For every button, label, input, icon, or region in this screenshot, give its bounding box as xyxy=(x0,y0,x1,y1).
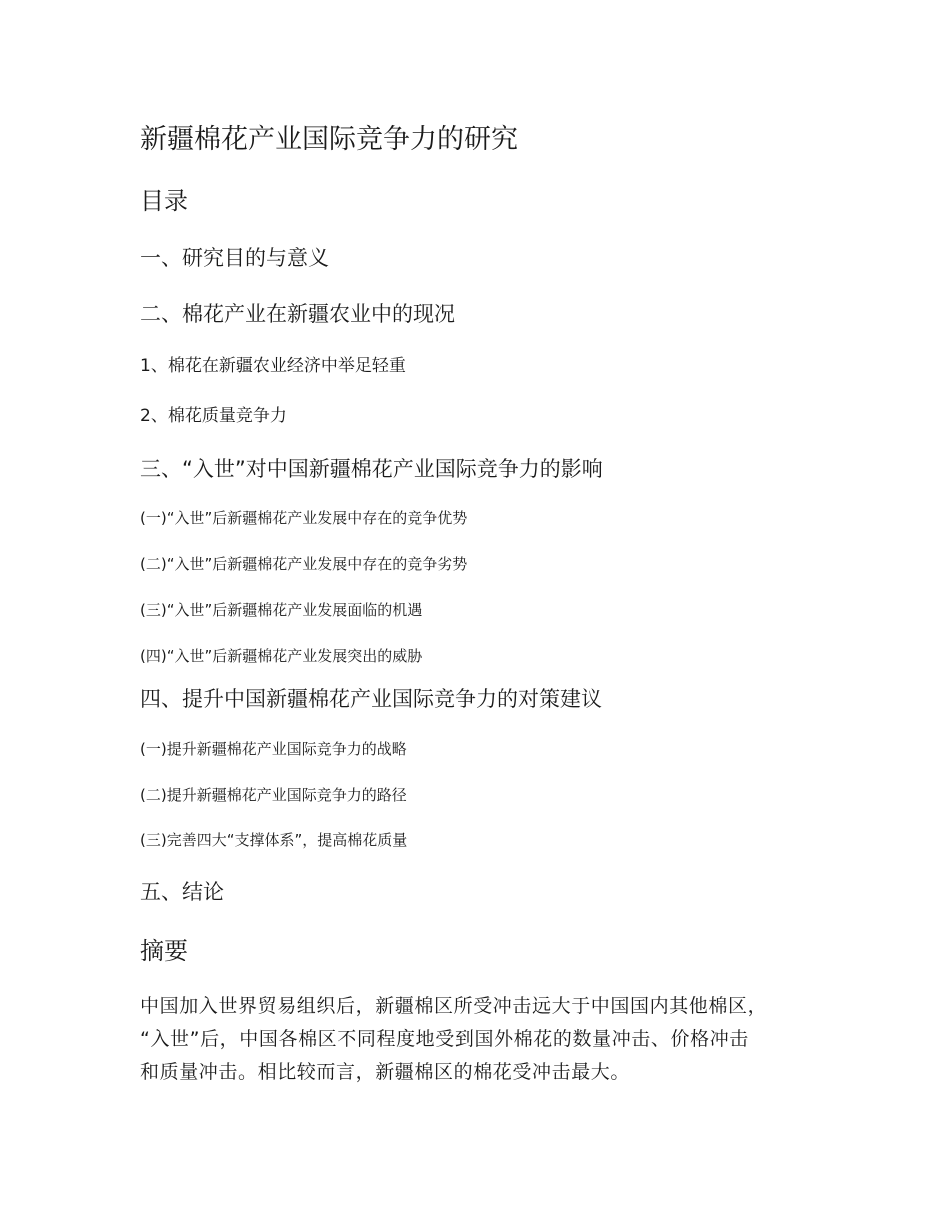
toc-item-section-4: 四、提升中国新疆棉花产业国际竞争力的对策建议 xyxy=(140,687,602,711)
toc-item-section-2: 二、棉花产业在新疆农业中的现况 xyxy=(140,302,455,326)
abstract-line: 和质量冲击。相比较而言，新疆棉区的棉花受冲击最大。 xyxy=(140,1061,631,1083)
toc-heading: 目录 xyxy=(140,187,188,215)
toc-item-2-1: 1、棉花在新疆农业经济中举足轻重 xyxy=(140,356,406,376)
toc-item-section-5: 五、结论 xyxy=(140,880,224,904)
toc-item-4-2: (二)提升新疆棉花产业国际竞争力的路径 xyxy=(140,786,407,804)
document-title: 新疆棉花产业国际竞争力的研究 xyxy=(140,124,518,155)
abstract-line: 中国加入世界贸易组织后，新疆棉区所受冲击远大于中国国内其他棉区， xyxy=(140,995,768,1017)
toc-item-2-2: 2、棉花质量竞争力 xyxy=(140,406,287,426)
toc-item-section-3: 三、“入世”对中国新疆棉花产业国际竞争力的影响 xyxy=(140,457,603,481)
abstract-paragraph xyxy=(140,990,820,1089)
abstract-heading: 摘要 xyxy=(140,937,188,965)
toc-item-4-1: (一)提升新疆棉花产业国际竞争力的战略 xyxy=(140,740,407,758)
abstract-line: “入世”后，中国各棉区不同程度地受到国外棉花的数量冲击、价格冲击 xyxy=(140,1028,749,1050)
toc-item-3-1: (一)“入世”后新疆棉花产业发展中存在的竞争优势 xyxy=(140,509,468,527)
toc-item-3-2: (二)“入世”后新疆棉花产业发展中存在的竞争劣势 xyxy=(140,555,468,573)
toc-item-section-1: 一、研究目的与意义 xyxy=(140,246,329,270)
toc-item-3-4: (四)“入世”后新疆棉花产业发展突出的威胁 xyxy=(140,647,423,665)
toc-item-4-3: (三)完善四大“支撑体系”，提高棉花质量 xyxy=(140,831,408,849)
toc-item-3-3: (三)“入世”后新疆棉花产业发展面临的机遇 xyxy=(140,601,423,619)
